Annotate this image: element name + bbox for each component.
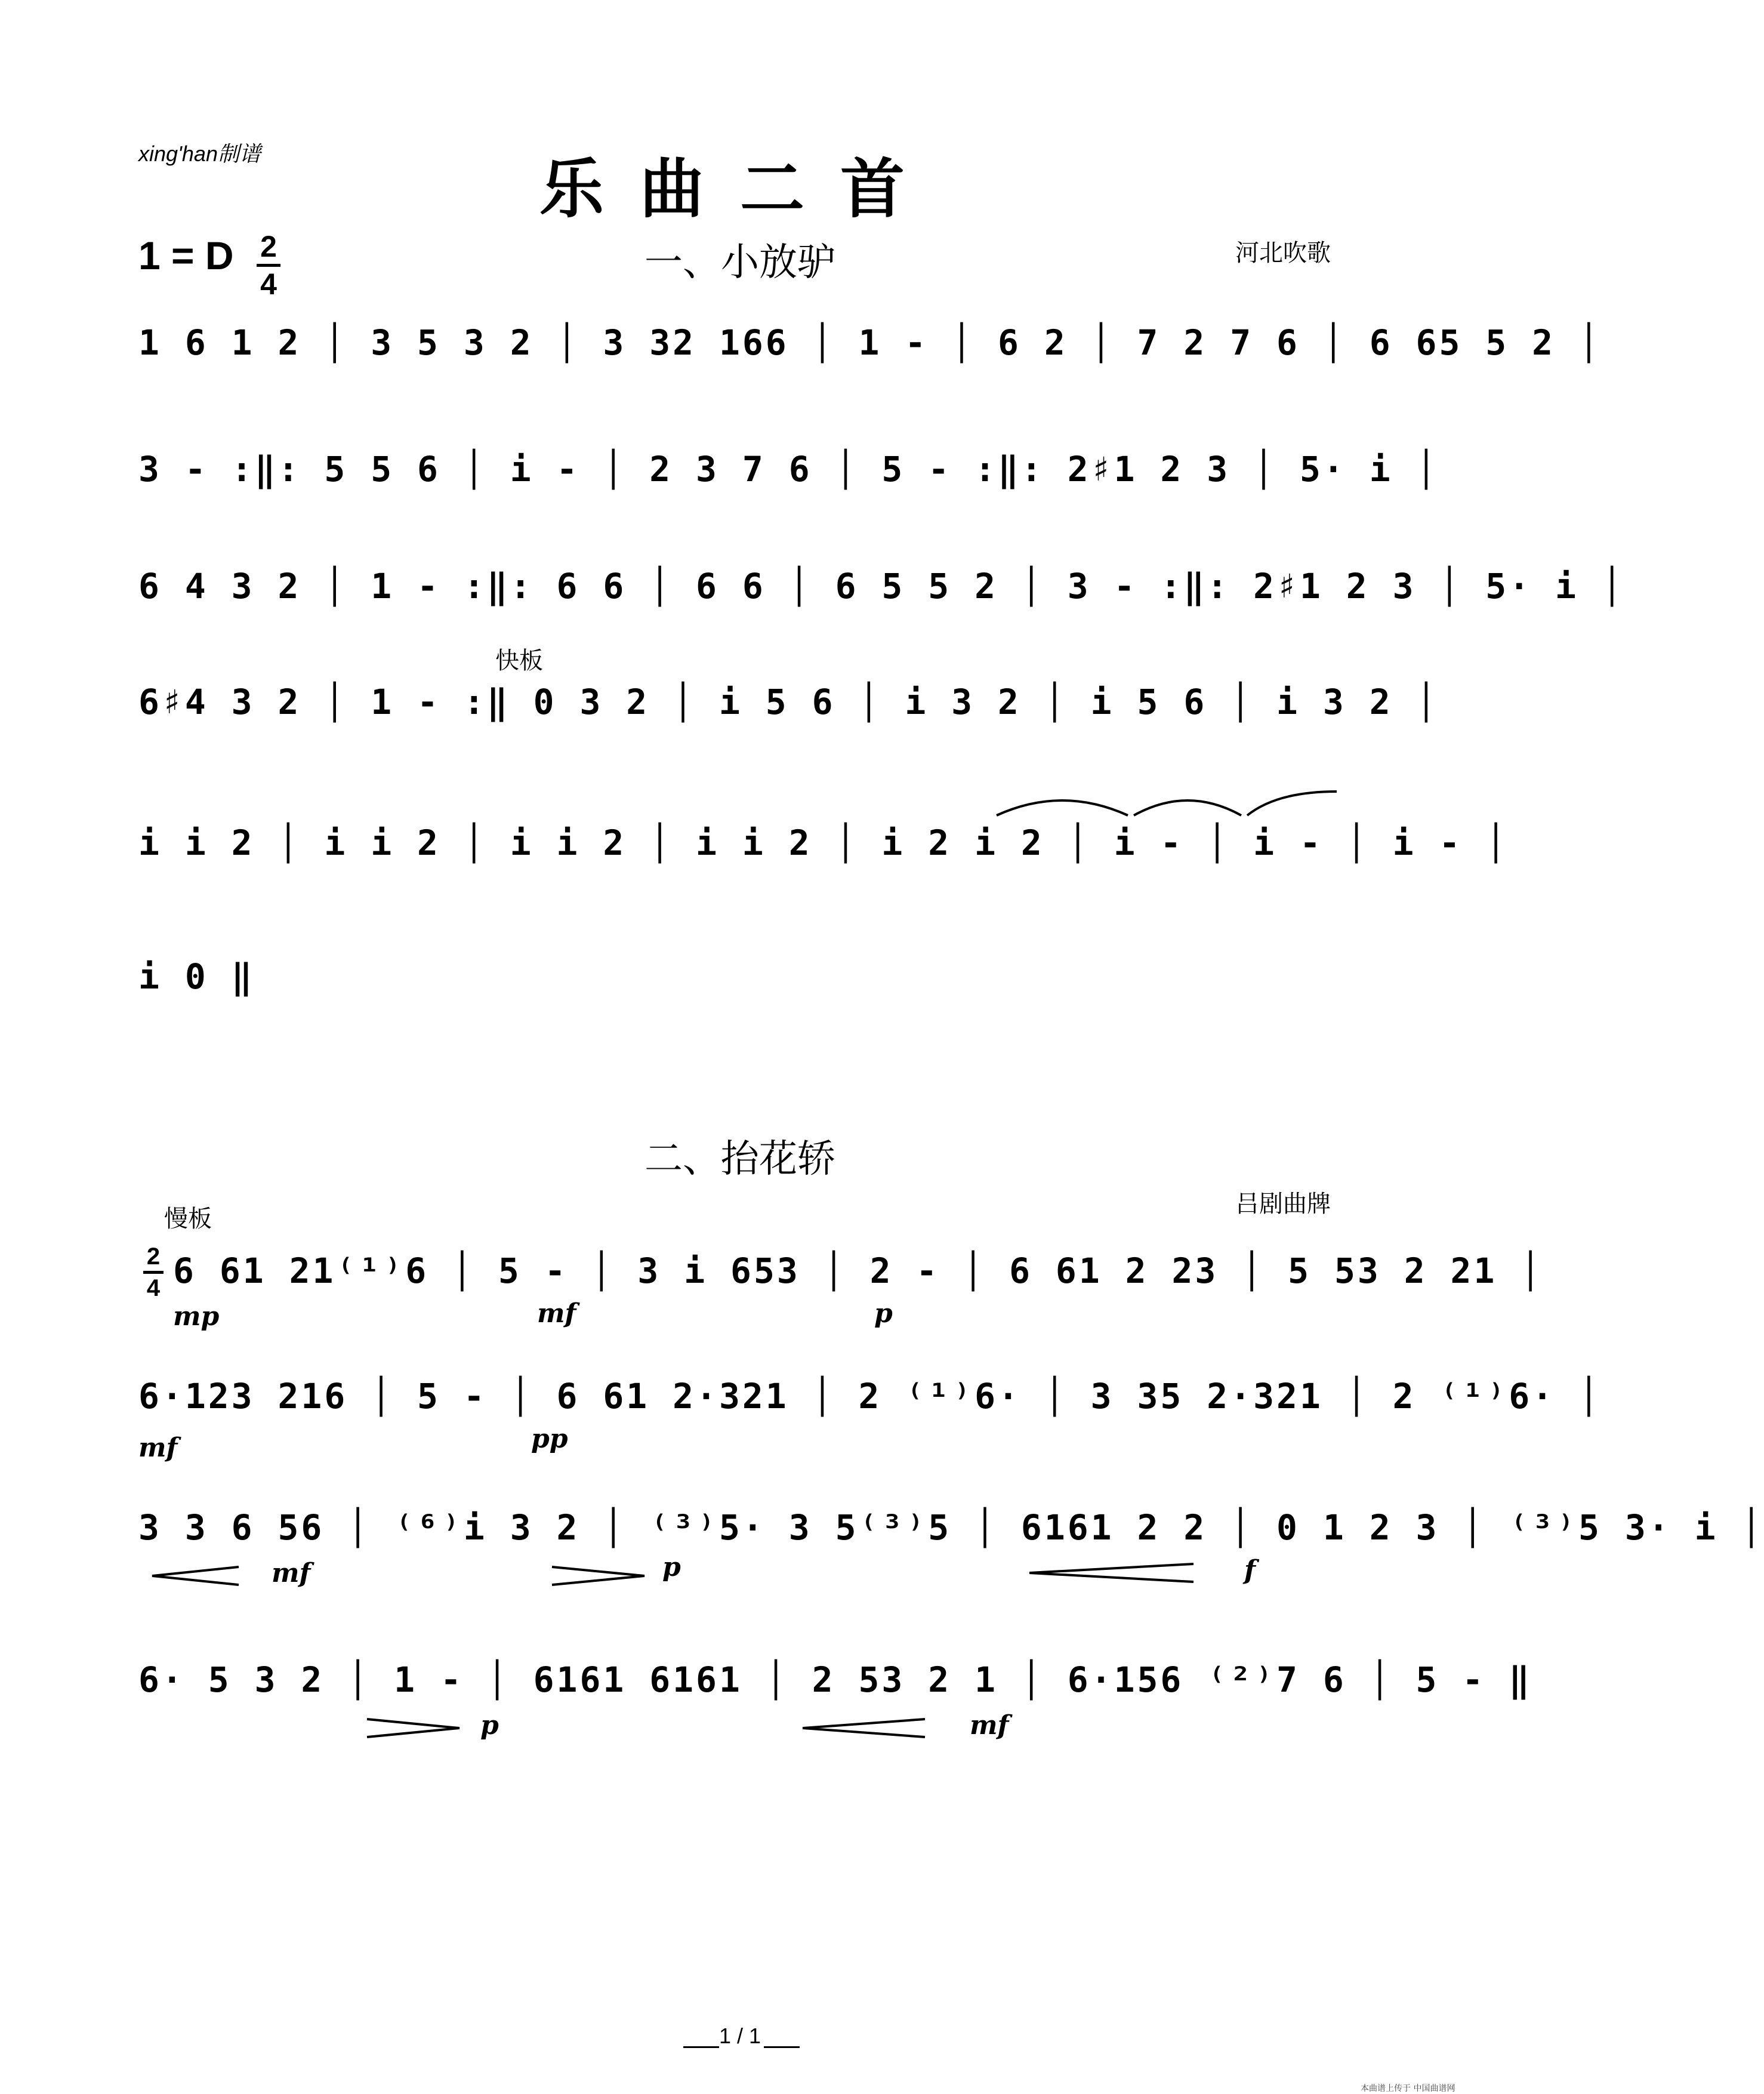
piece1-title: 一、小放驴 xyxy=(644,241,835,285)
piece2-tempo: 慢板 xyxy=(164,1205,212,1233)
decrescendo-hairpin xyxy=(549,1564,650,1588)
piece1-slurs xyxy=(991,786,1349,821)
piece1-source: 河北吹歌 xyxy=(1235,239,1331,267)
dynamic-mark: mp xyxy=(173,1301,220,1332)
dynamic-mark: mf xyxy=(970,1710,1009,1741)
time-signature-top: 2 xyxy=(260,230,277,263)
crescendo-hairpin xyxy=(800,1716,931,1740)
decrescendo-hairpin xyxy=(364,1716,465,1740)
dynamic-mark: p xyxy=(662,1552,681,1582)
piece2-row-2: 6·123 216 │ 5 - │ 6 61 2·321 │ 2 ⁽¹⁾6· │ 3 35 2·321 │ 2 ⁽¹⁾6· │ xyxy=(138,1376,1602,1416)
piece2-row-4: 6· 5 3 2 │ 1 - │ 6161 6161 │ 2 53 2 1 │ 6·156 ⁽²⁾7 6 │ 5 - ‖ xyxy=(138,1659,1532,1700)
piece2-time-signature xyxy=(143,1245,164,1300)
page-title: 乐曲二首 xyxy=(539,152,940,227)
piece2-time-top: 2 xyxy=(146,1243,161,1270)
dynamic-mark: mf xyxy=(537,1298,576,1329)
piece2-time-bottom: 4 xyxy=(146,1275,161,1301)
arranger-credit: xing'han制谱 xyxy=(138,141,261,166)
piece1-row-4: 6♯4 3 2 │ 1 - :‖ 0 3 2 │ i 5 6 │ i 3 2 │ i 5 6 │ i 3 2 │ xyxy=(138,682,1439,722)
dynamic-mark: f xyxy=(1244,1555,1256,1585)
time-signature-bottom: 4 xyxy=(260,267,277,301)
dynamic-mark: pp xyxy=(531,1424,568,1454)
piece1-row-1: 1 6 1 2 │ 3 5 3 2 │ 3 32 166 │ 1 - │ 6 2 │ 7 2 7 6 │ 6 65 5 2 │ xyxy=(138,322,1602,363)
dynamic-mark: mf xyxy=(138,1433,178,1463)
piece1-row-6: i 0 ‖ xyxy=(138,956,255,997)
piece2-row-1: 6 61 21⁽¹⁾6 │ 5 - │ 3 i 653 │ 2 - │ 6 61 2 23 │ 5 53 2 21 │ xyxy=(173,1251,1544,1291)
dynamic-mark: p xyxy=(480,1710,499,1741)
key-signature: 1 = D xyxy=(138,233,234,278)
crescendo-hairpin xyxy=(1026,1561,1199,1585)
page-number: 1 / 1 xyxy=(718,2024,761,2048)
piece1-row-5: i i 2 │ i i 2 │ i i 2 │ i i 2 │ i 2 i 2 │ i - │ i - │ i - │ xyxy=(138,823,1509,863)
piece2-title: 二、抬花轿 xyxy=(644,1137,835,1181)
footer-rule-right xyxy=(764,2046,800,2048)
site-watermark: 本曲谱上传于 中国曲谱网 xyxy=(1361,2084,1455,2093)
crescendo-hairpin xyxy=(149,1564,245,1588)
piece1-row-2: 3 - :‖: 5 5 6 │ i - │ 2 3 7 6 │ 5 - :‖: 2♯1 2 3 │ 5· i │ xyxy=(138,449,1439,489)
dynamic-mark: p xyxy=(874,1298,893,1329)
piece1-tempo-change: 快板 xyxy=(495,647,543,675)
piece1-row-3: 6 4 3 2 │ 1 - :‖: 6 6 │ 6 6 │ 6 5 5 2 │ 3 - :‖: 2♯1 2 3 │ 5· i │ xyxy=(138,566,1625,606)
piece2-source: 吕剧曲牌 xyxy=(1235,1190,1331,1218)
piece2-row-3: 3 3 6 56 │ ⁽⁶⁾i 3 2 │ ⁽³⁾5· 3 5⁽³⁾5 │ 6161 2 2 │ 0 1 2 3 │ ⁽³⁾5 3· i │ xyxy=(138,1507,1764,1548)
dynamic-mark: mf xyxy=(272,1558,311,1588)
